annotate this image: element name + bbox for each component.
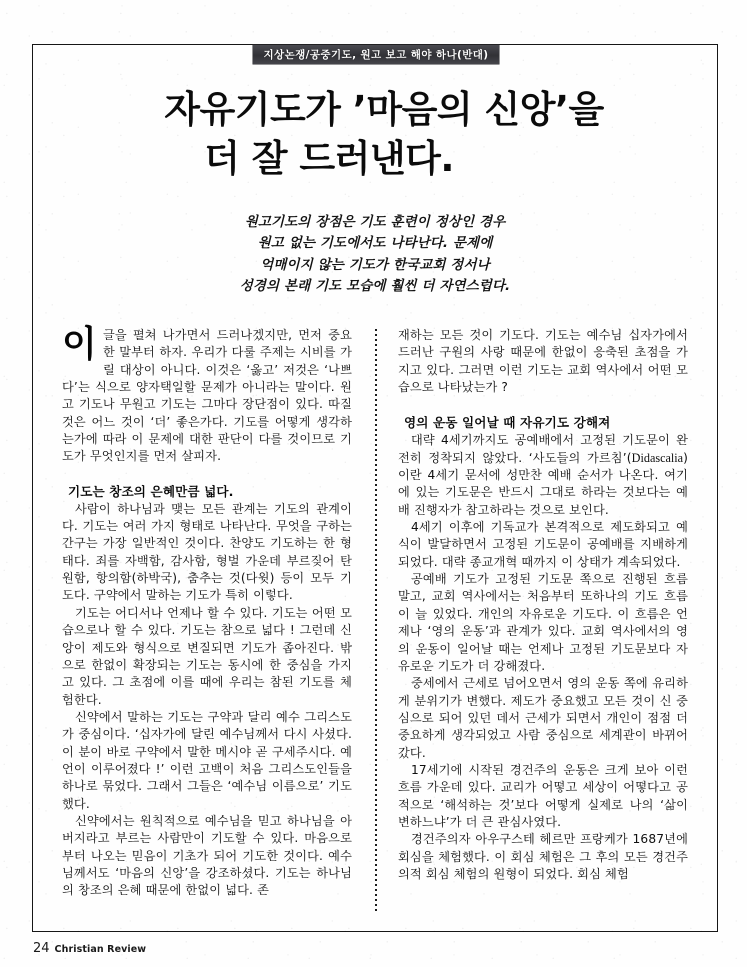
paragraph: 17세기에 시작된 경건주의 운동은 크게 보아 이런 흐름 가운데 있다. 교리가 어떻고 세상이 어떻다고 공적으로 ‘해석하는 것’보다 어떻게 실제로 나의 ‘삶이 변하느냐’가 더 큰 관심사였다. xyxy=(398,762,688,829)
kicker-banner xyxy=(253,45,499,64)
drop-cap: 이 xyxy=(62,324,97,365)
paragraph: 경건주의자 아우구스테 헤르만 프랑케가 1687년에 회심을 체험했다. 이 회심 체험은 그 후의 모든 경건주의적 회심 체험의 원형이 되었다. 회심 체험 xyxy=(398,832,688,881)
folio xyxy=(33,941,146,956)
article-headline xyxy=(60,86,690,184)
right-column xyxy=(398,327,688,915)
paragraph: 중세에서 근세로 넘어오면서 영의 운동 쪽에 유리하게 분위기가 변했다. 제도가 중요했고 모든 것이 신 중심으로 되어 있던 데서 근세가 되면서 개인이 점점 더 중요하게 생각되었고 사람 중심으로 세계관이 바뀌어 갔다. xyxy=(398,676,688,760)
paragraph: 4세기 이후에 기독교가 본격적으로 제도화되고 예식이 발달하면서 고정된 기도문이 공예배를 지배하게 되었다. 대략 종교개혁 때까지 이 상태가 계속되었다. xyxy=(398,520,688,569)
deck-line-4: 성경의 본래 기도 모습에 훨씬 더 자연스럽다. xyxy=(239,277,511,294)
paragraph: 신약에서는 원칙적으로 예수님을 믿고 하나님을 아버지라고 부르는 사람만이 기도할 수 있다. 마음으로부터 나오는 믿음이 기초가 되어 기도한 것이다. 예수님께서도 ‘마음의 신앙’을 강조하셨다. 기도는 하나님의 창조의 은혜 때문에 한없이 넓다. 존 xyxy=(62,813,352,898)
headline-line-2: 더 잘 드러낸다. xyxy=(204,136,454,180)
deck-line-2: 원고 없는 기도에서도 나타난다. 문제에 xyxy=(257,235,493,252)
page-number: 24 xyxy=(33,941,50,956)
latin-term-didascalia: Didascalia xyxy=(631,450,684,465)
paragraph-text-post: )이란 4세기 문서에 성만찬 예배 순서가 나온다. 여기에 있는 기도문은 반드시 그대로 하라는 것보다는 예배 진행자가 참고하라는 것으로 보인다. xyxy=(398,450,688,517)
publication-name: Christian Review xyxy=(54,944,147,955)
lede-paragraph xyxy=(62,324,352,466)
paragraph: 공예배 기도가 고정된 기도문 쪽으로 진행된 흐름 말고, 교회 역사에서는 처음부터 또하나의 기도 흐름이 늘 있었다. 개인의 자유로운 기도다. 이 흐름은 언제나 ‘영의 운동’과 관계가 있다. 교회 역사에서의 영의 운동이 일어날 때는 언제나 고정된 기도문보다 자유로운 기도가 더 강해졌다. xyxy=(398,572,688,673)
subheading-spirit-movement: 영의 운동 일어날 때 자유기도 강해져 xyxy=(404,415,611,431)
kicker-label: 지상논쟁/공중기도, 원고 보고 해야 하나(반대) xyxy=(263,49,489,61)
paragraph-with-latin-term xyxy=(398,432,688,519)
lede-text: 글을 펼쳐 나가면서 드러나겠지만, 먼저 중요한 말부터 하자. 우리가 다룰 주제는 시비를 가릴 대상이 아니다. 이것은 ‘옳고’ 저것은 ‘나쁘다’는 식으로 양자택일할 문제가 아니라는 말이다. 원고 기도나 무원고 기도는 그마다 장단점이 있다. 따질 것은 어느 것이 ‘더’ 좋은가다. 기도를 어떻게 생각하는가에 따라 이 문제에 대한 판단이 다를 것이므로 기도가 무엇인지를 먼저 살피자. xyxy=(62,328,352,464)
subheading-prayer-breadth: 기도는 창조의 은혜만큼 넓다. xyxy=(68,483,234,499)
deck-line-3: 억매이지 않는 기도가 한국교회 정서나 xyxy=(260,256,490,273)
paragraph: 사람이 하나님과 맺는 모든 관계는 기도의 관계이다. 기도는 여러 가지 형태로 나타난다. 무엇을 구하는 간구는 가장 일반적인 것이다. 찬양도 기도하는 한 형태다. 죄를 자백함, 감사함, 형벌 가운데 부르짖어 탄원함, 항의함(하박국), 춤추는 것(다윗) 등이 모두 기도다. 구약에서 말하는 기도가 특히 이렇다. xyxy=(62,501,352,603)
deck-line-1: 원고기도의 장점은 기도 훈련이 정상인 경우 xyxy=(244,214,506,230)
article-body xyxy=(62,324,688,915)
paragraph: 재하는 모든 것이 기도다. 기도는 예수님 십자가에서 드러난 구원의 사랑 때문에 한없이 응축된 초점을 가지고 있다. 그러면 이런 기도는 교회 역사에서 어떤 모습으로 나타났는가 ? xyxy=(398,328,688,395)
article-deck xyxy=(73,212,677,297)
left-column xyxy=(62,324,352,915)
headline-line-1: 자유기도가 ’마음의 신앙’을 xyxy=(164,88,604,131)
column-gutter xyxy=(352,327,398,915)
dotted-column-divider xyxy=(375,329,377,913)
paragraph-text-pre: 대략 4세기까지도 공예배에서 고정된 기도문이 완전히 정착되지 않았다. ‘사도들의 가르침’( xyxy=(398,433,688,465)
paragraph: 기도는 어디서나 언제나 할 수 있다. 기도는 어떤 모습으로나 할 수 있다. 기도는 참으로 넓다 ! 그런데 신앙이 제도와 형식으로 변질되면 기도가 좁아진다. 밖으로 한없이 확장되는 기도는 동시에 한 중심을 가지고 있다. 그 초점에 이를 때에 우리는 참된 기도를 체험한다. xyxy=(62,605,352,707)
paragraph: 신약에서 말하는 기도는 구약과 달리 예수 그리스도가 중심이다. ‘십자가에 달린 예수님께서 다시 사셨다. 이 분이 바로 구약에서 말한 메시야 곧 구세주시다. 예언이 이루어졌다 !’ 이런 고백이 처음 그리스도인들을 하나로 묶었다. 그래서 그들은 ‘예수님 이름으로’ 기도했다. xyxy=(62,709,352,811)
